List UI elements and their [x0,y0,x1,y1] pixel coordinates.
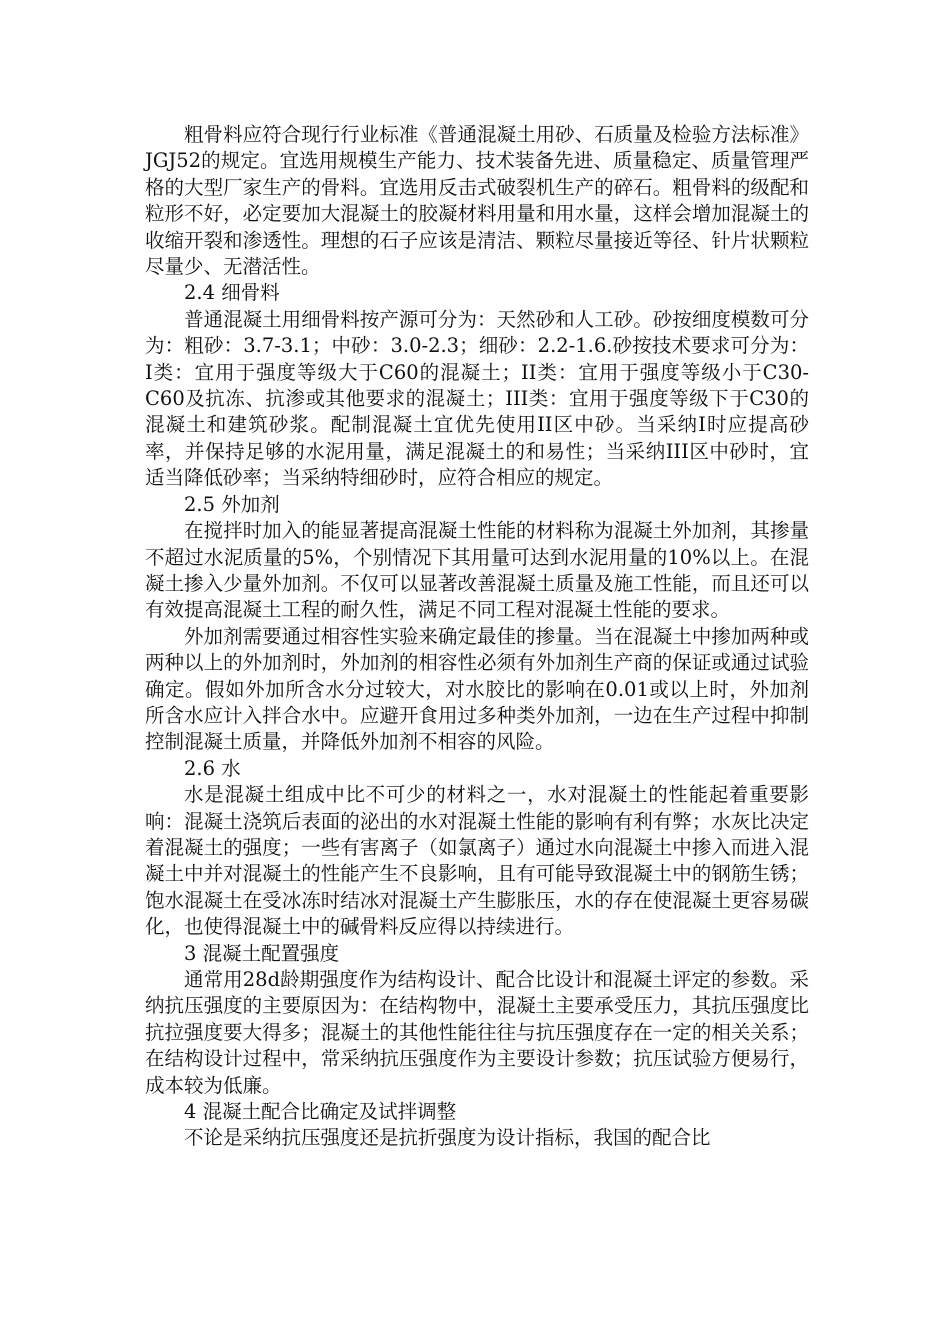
paragraph-coarse-aggregate: 粗骨料应符合现行行业标准《普通混凝土用砂、石质量及检验方法标准》JGJ52的规定。宜选用规模生产能力、技术装备先进、质量稳定、质量管理严格的大型厂家生产的骨料。宜选用反击式破裂机生产的碎石。粗骨料的级配和粒形不好，必定要加大混凝土的胶凝材料用量和用水量，这样会增加混凝土的收缩开裂和渗透性。理想的石子应该是清洁、颗粒尽量接近等径、针片状颗粒尽量少、无潜活性。 [145,123,809,279]
section-heading-mix-design: 4 混凝土配合比确定及试拌调整 [184,1100,457,1124]
paragraph-admixture-compatibility: 外加剂需要通过相容性实验来确定最佳的掺量。当在混凝土中掺加两种或两种以上的外加剂时，外加剂的相容性必须有外加剂生产商的保证或通过试验确定。假如外加所含水分过较大，对水胶比的影响在0.01或以上时，外加剂所含水应计入拌合水中。应避开食用过多种类外加剂，一边在生产过程中抑制控制混凝土质量，并降低外加剂不相容的风险。 [145,624,809,754]
paragraph-water: 水是混凝土组成中比不可少的材料之一，水对混凝土的性能起着重要影响：混凝土浇筑后表面的泌出的水对混凝土性能的影响有利有弊；水灰比决定着混凝土的强度；一些有害离子（如氯离子）通过水向混凝土中掺入而进入混凝土中并对混凝土的性能产生不良影响，且有可能导致混凝土中的钢筋生锈；饱水混凝土在受冰冻时结冰对混凝土产生膨胀压，水的存在使混凝土更容易碳化，也使得混凝土中的碱骨料反应得以持续进行。 [145,783,809,939]
paragraph-mix-design: 不论是采纳抗压强度还是抗折强度为设计指标，我国的配合比 [184,1126,711,1150]
paragraph-strength: 通常用28d龄期强度作为结构设计、配合比设计和混凝土评定的参数。采纳抗压强度的主要原因为：在结构物中，混凝土主要承受压力，其抗压强度比抗拉强度要大得多；混凝土的其他性能往往与抗压强度存在一定的相关关系；在结构设计过程中，常采纳抗压强度作为主要设计参数；抗压试验方便易行，成本较为低廉。 [145,968,809,1097]
section-heading-strength: 3 混凝土配置强度 [184,941,340,965]
paragraph-fine-aggregate: 普通混凝土用细骨料按产源可分为：天然砂和人工砂。砂按细度模数可分为：粗砂：3.7-3.1；中砂：3.0-2.3；细砂：2.2-1.6.砂按技术要求可分为：I类：宜用于强度等级大于C60的混凝土；II类：宜用于强度等级小于C30-C60及抗冻、抗渗或其他要求的混凝土；III类：宜用于强度等级下于C30的混凝土和建筑砂浆。配制混凝土宜优先使用II区中砂。当采纳I时应提高砂率，并保持足够的水泥用量，满足混凝土的和易性；当采纳III区中砂时，宜适当降低砂率；当采纳特细砂时，应符合相应的规定。 [145,307,809,490]
paragraph-admixture-definition: 在搅拌时加入的能显著提高混凝土性能的材料称为混凝土外加剂，其掺量不超过水泥质量的5%，个别情况下其用量可达到水泥用量的10%以上。在混凝土掺入少量外加剂。不仅可以显著改善混凝土质量及施工性能，而且还可以有效提高混凝土工程的耐久性，满足不同工程对混凝土性能的要求。 [145,519,809,622]
section-heading-water: 2.6 水 [184,756,241,780]
document-body [145,122,809,1152]
section-heading-admixture: 2.5 外加剂 [184,492,280,516]
section-heading-fine-aggregate: 2.4 细骨料 [184,281,280,305]
